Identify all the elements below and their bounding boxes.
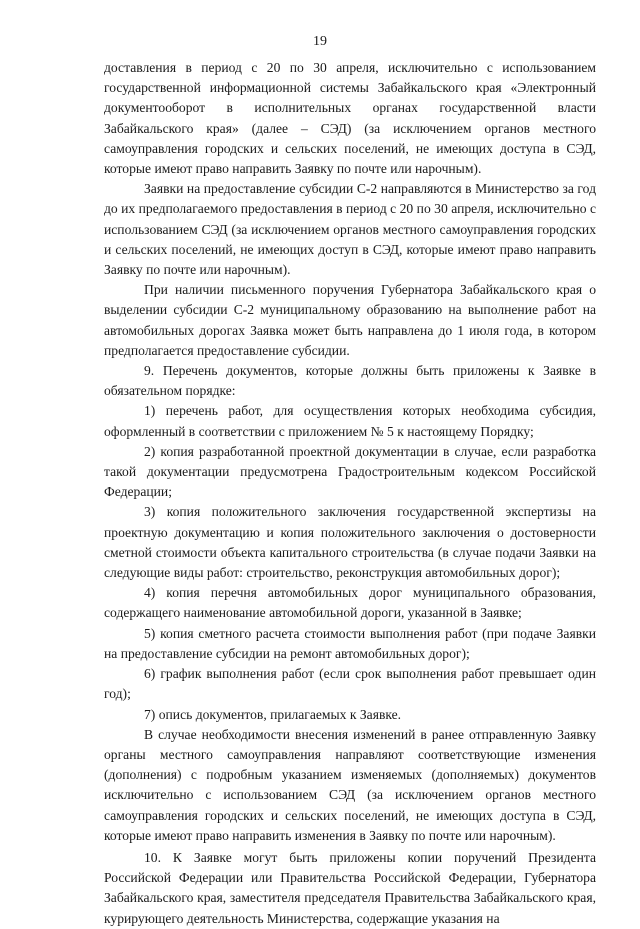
- list-item-1: 1) перечень работ, для осуществления которых необходима субсидия, оформленный в соответствии с приложением № 5 к настоящему Порядку;: [104, 403, 596, 439]
- paragraph-governor-order: При наличии письменного поручения Губернатора Забайкальского края о выделении субсидии С-2 муниципальному образованию на выполнение работ на автомобильных дорогах Заявка может быть направлена до 1 июля года, в котором предполагается предоставление субсидии.: [104, 282, 596, 358]
- document-body: [104, 58, 596, 929]
- list-item-5: 5) копия сметного расчета стоимости выполнения работ (при подаче Заявки на предоставление субсидии на ремонт автомобильных дорог);: [104, 625, 596, 661]
- paragraph-s2-applications: Заявки на предоставление субсидии С-2 направляются в Министерство за год до их предполагаемого предоставления в период с 20 по 30 апреля, исключительно с использованием СЭД (за исключением органов местного самоуправления городских и сельских поселений, не имеющих доступ в СЭД, которые имеют право направить Заявку по почте или нарочным).: [104, 181, 596, 278]
- list-item-4: 4) копия перечня автомобильных дорог муниципального образования, содержащего наименование автомобильной дороги, указанной в Заявке;: [104, 585, 596, 621]
- paragraph-continuation: доставления в период с 20 по 30 апреля, исключительно с использованием государственной информационной системы Забайкальского края «Электронный документооборот в исполнительных органах государственной власти Забайкальского края» (далее – СЭД) (за исключением органов местного самоуправления городских и сельских поселений, не имеющих доступа в СЭД, которые имеют право направить Заявку по почте или нарочным).: [104, 60, 596, 177]
- paragraph-changes: В случае необходимости внесения изменений в ранее отправленную Заявку органы местного самоуправления направляют соответствующие изменения (дополнения) с подробным указанием изменяемых (дополняемых) документов исключительно с использованием СЭД (за исключением органов местного самоуправления городских и сельских поселений, не имеющих доступа в СЭД, которые имеют право направить изменения в Заявку по почте или нарочным).: [104, 726, 596, 843]
- list-item-6: 6) график выполнения работ (если срок выполнения работ превышает один год);: [104, 666, 596, 702]
- list-item-3: 3) копия положительного заключения государственной экспертизы на проектную документацию и копия положительного заключения о достоверности сметной стоимости объекта капитального строительства (в случае подачи Заявки на следующие виды работ: строительство, реконструкция автомобильных дорог);: [104, 504, 596, 581]
- paragraph-section-10: 10. К Заявке могут быть приложены копии поручений Президента Российской Федерации или Правительства Российской Федерации, Губернатора Забайкальского края, заместителя председателя Правительства Забайкальского края, курирующего деятельность Министерства, содержащие указания на: [104, 849, 596, 926]
- paragraph-section-9: 9. Перечень документов, которые должны быть приложены к Заявке в обязательном порядке:: [104, 363, 596, 399]
- list-item-7: 7) опись документов, прилагаемых к Заявке.: [144, 706, 402, 722]
- page-number: 19: [313, 34, 327, 49]
- list-item-2: 2) копия разработанной проектной документации в случае, если разработка такой документации предусмотрена Градостроительным кодексом Российской Федерации;: [104, 443, 596, 500]
